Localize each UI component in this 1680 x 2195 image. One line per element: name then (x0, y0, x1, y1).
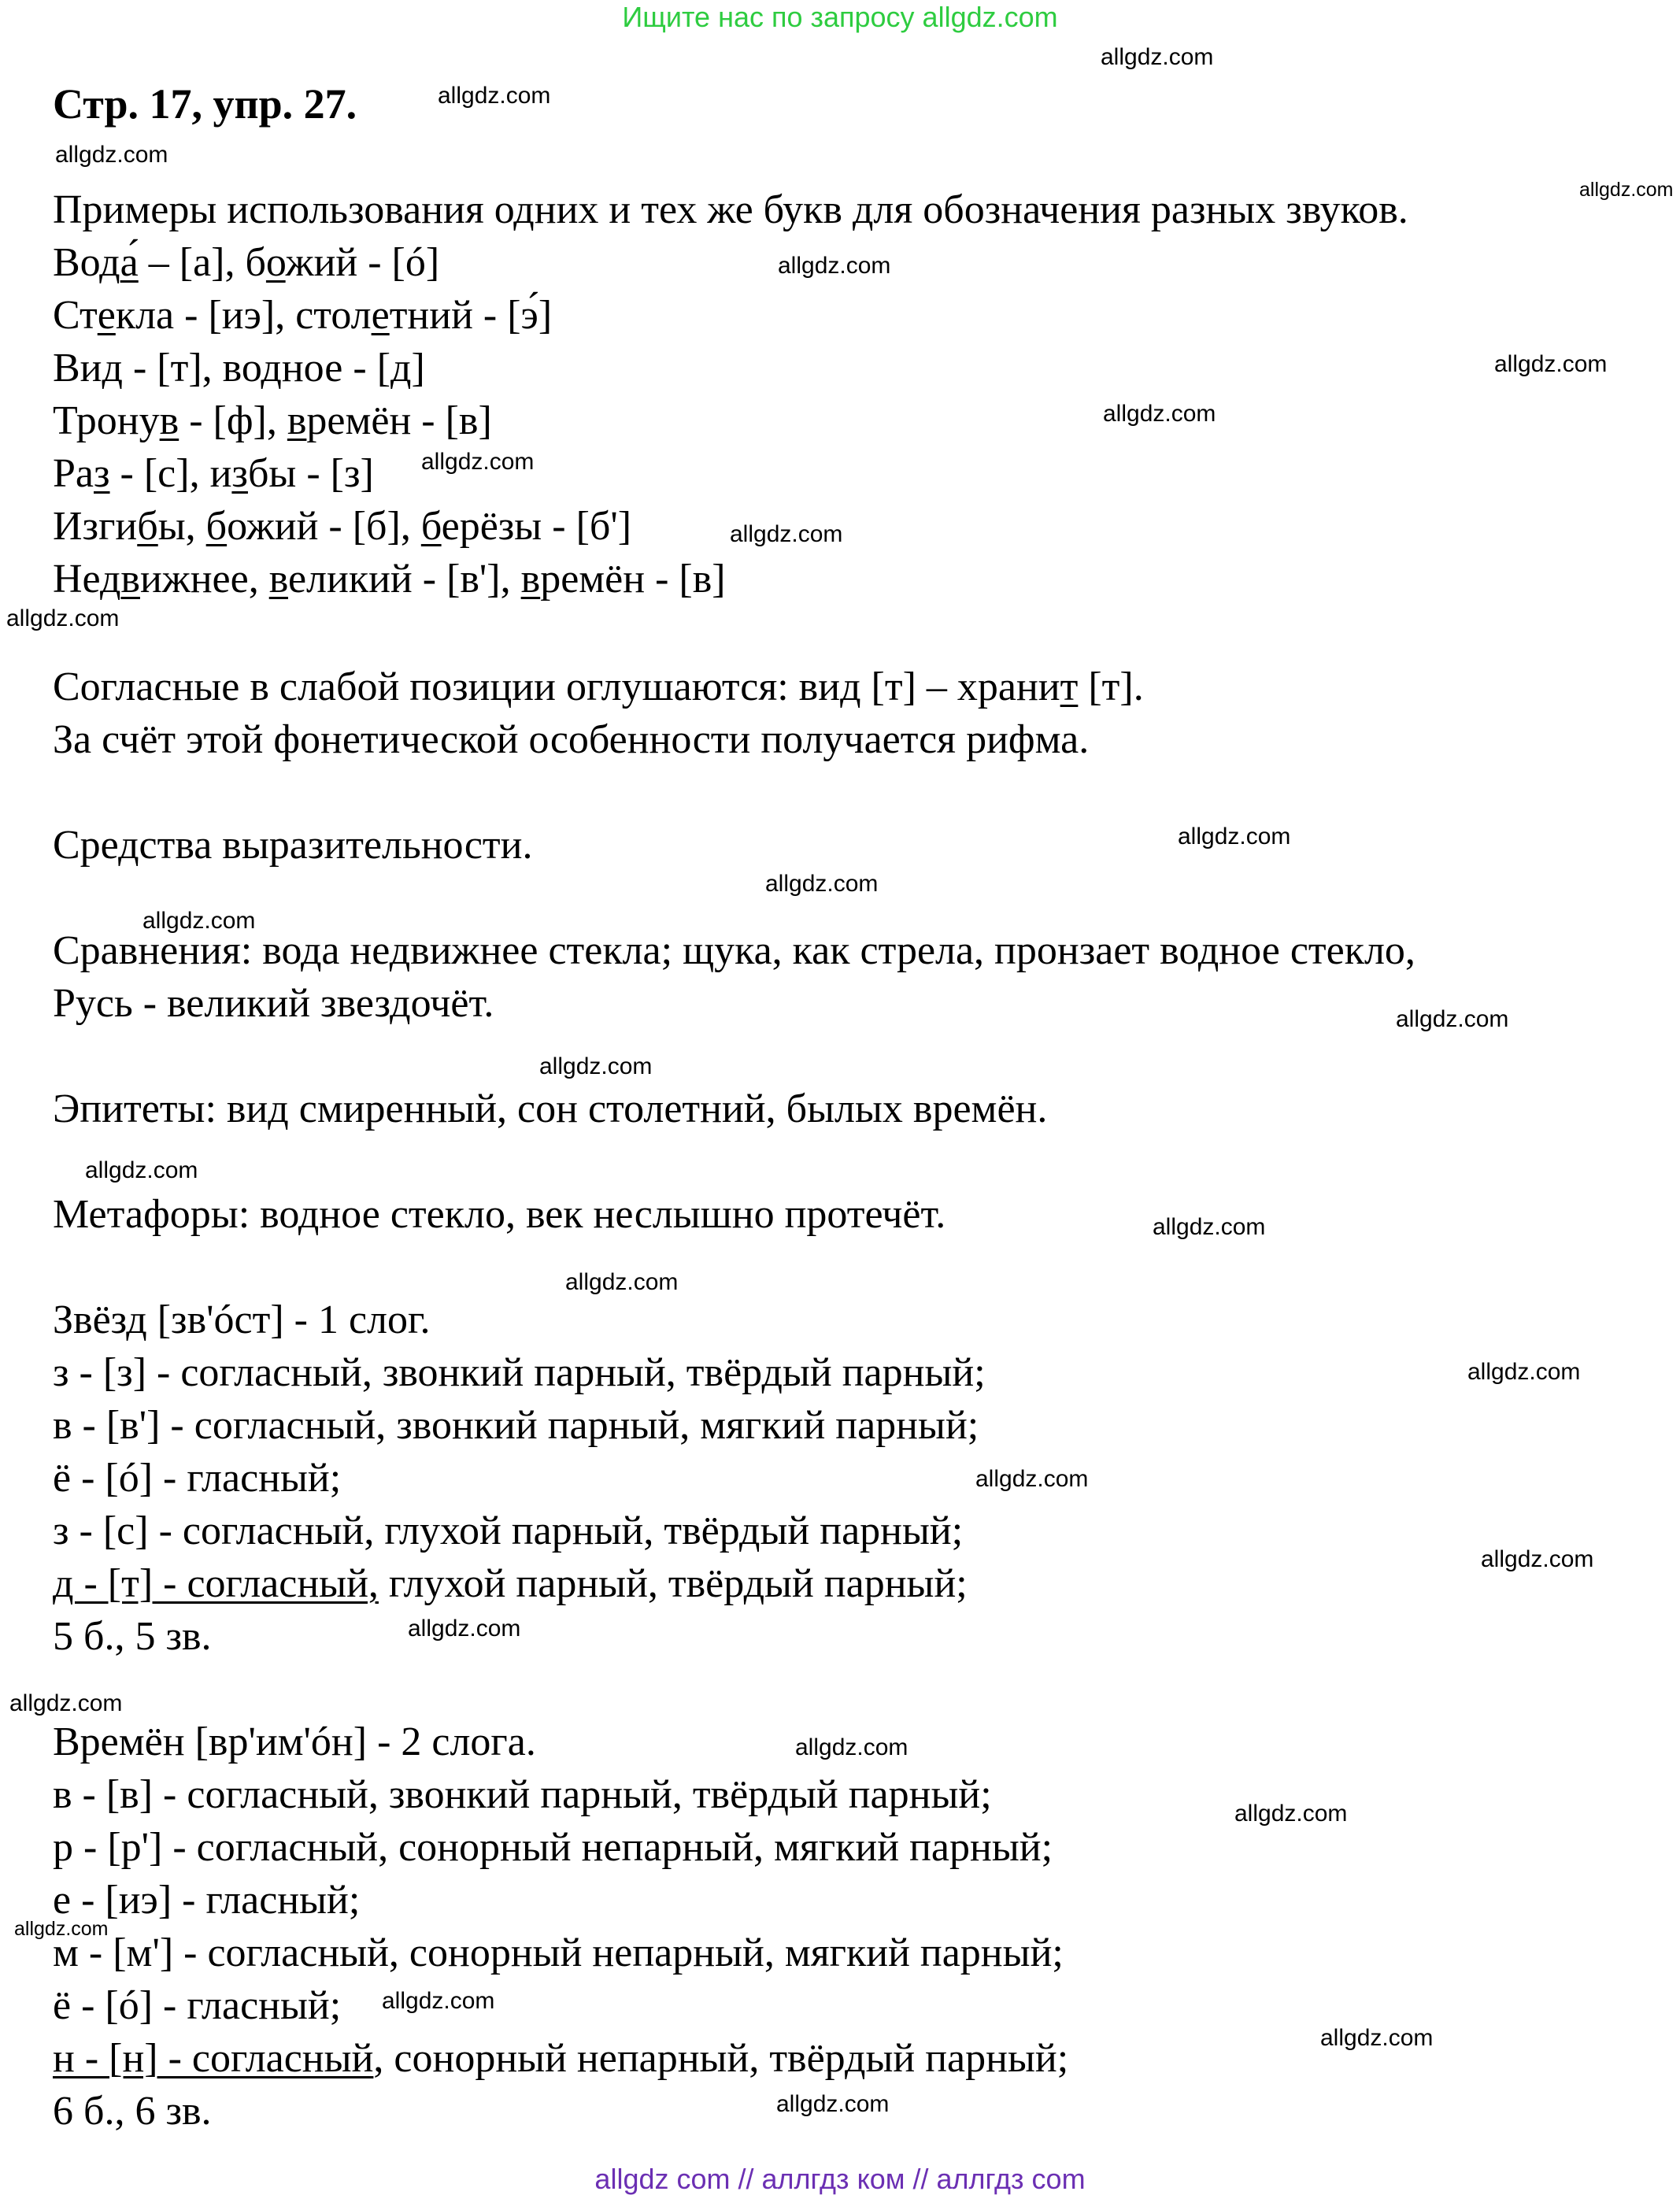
text-segment: Ви (53, 346, 102, 391)
underlined-letter: в (268, 557, 288, 601)
text-segment: Звёзд [зв'óст] - 1 слог. (53, 1297, 431, 1342)
underlined-letter: д - [т] - согласный, (53, 1561, 379, 1606)
text-segment: ожий - [б], (227, 504, 421, 549)
text-segment: ерёзы - [б'] (441, 504, 632, 549)
vremen-analysis-line (53, 2035, 1068, 2082)
watermark: allgdz.com (795, 1734, 908, 1760)
exercise-heading: Стр. 17, упр. 27. (53, 80, 357, 128)
text-segment: 6 б., 6 зв. (53, 2089, 212, 2134)
text-segment: ижнее, (139, 557, 269, 601)
example-line (53, 292, 552, 339)
watermark: allgdz.com (438, 83, 551, 109)
example-line (53, 556, 726, 603)
zvezd-analysis-line (53, 1349, 986, 1397)
text-segment: р - [р'] - согласный, сонорный непарный, мягкий парный; (53, 1825, 1053, 1870)
text-segment: ы, (157, 504, 206, 549)
zvezd-analysis-line (53, 1455, 341, 1502)
rhyme-line (53, 664, 1144, 711)
watermark: allgdz.com (1494, 351, 1608, 377)
text-segment: з - [з] - согласный, звонкий парный, твёрдый парный; (53, 1350, 986, 1395)
text-segment: ё - [ó] - гласный; (53, 1456, 342, 1501)
underlined-letter: з (94, 451, 110, 496)
underlined-letter: н - [н] - согласный (53, 2036, 374, 2081)
text-segment: ё - [ó] - гласный; (53, 1983, 342, 2028)
text-segment: , сонорный непарный, твёрдый парный; (373, 2036, 1069, 2081)
text-segment: в - [в] - согласный, звонкий парный, твёрдый парный; (53, 1772, 992, 1817)
watermark: allgdz.com (14, 1918, 109, 1940)
vremen-analysis-line (53, 1982, 341, 2030)
text-segment: в - [в'] - согласный, звонкий парный, мягкий парный; (53, 1403, 979, 1448)
zvezd-analysis-line (53, 1402, 979, 1449)
watermark: allgdz.com (765, 871, 879, 897)
underlined-letter: е (97, 293, 116, 338)
top-search-banner: Ищите нас по запросу allgdz.com (622, 1, 1058, 33)
vremen-analysis-line (53, 1877, 360, 1924)
zvezd-analysis-line (53, 1508, 963, 1555)
underlined-letter: т (1060, 664, 1079, 709)
text-segment: Ра (53, 451, 94, 496)
example-line (53, 503, 631, 550)
watermark: allgdz.com (1579, 179, 1674, 201)
vremen-analysis-line (53, 1930, 1064, 1977)
watermark: allgdz.com (1320, 2025, 1434, 2051)
rhyme-line (53, 716, 1089, 764)
text-segment: За счёт этой фонетической особенности получается рифма. (53, 717, 1090, 762)
text-segment: [т]. (1078, 664, 1144, 709)
example-line (53, 345, 425, 392)
vremen-analysis-line (53, 1771, 992, 1819)
text-segment: бы - [з] (247, 451, 374, 496)
text-segment: ремён - [в] (306, 398, 492, 443)
text-segment: [т] – храни (860, 664, 1060, 709)
watermark: allgdz.com (730, 521, 843, 547)
watermark: allgdz.com (1153, 1214, 1266, 1240)
text-segment: - [ф], (179, 398, 287, 443)
underlined-letter: в (120, 557, 140, 601)
vremen-analysis-line (53, 1824, 1053, 1871)
intro-line: Примеры использования одних и тех же букв для обозначения разных звуков. (53, 187, 1408, 232)
watermark: allgdz.com (142, 908, 256, 934)
watermark: allgdz.com (1178, 824, 1291, 849)
text-segment: м - [м'] - согласный, сонорный непарный, мягкий парный; (53, 1930, 1064, 1975)
text-segment: ремён - [в] (540, 557, 726, 601)
watermark: allgdz.com (408, 1616, 521, 1642)
underlined-letter: в (287, 398, 307, 443)
watermark: allgdz.com (1396, 1006, 1509, 1032)
text-segment: жий - [ó] (285, 240, 440, 285)
watermark: allgdz.com (1103, 401, 1216, 427)
underlined-letter: е (371, 293, 390, 338)
underlined-letter: в (159, 398, 179, 443)
underlined-letter: о (265, 240, 286, 285)
watermark: allgdz.com (1467, 1359, 1581, 1385)
text-segment: Вод (53, 240, 120, 285)
watermark: allgdz.com (382, 1988, 495, 2014)
underlined-letter: б (137, 504, 158, 549)
underlined-letter: а́ (120, 240, 139, 285)
watermark: allgdz.com (776, 2091, 890, 2117)
watermark: allgdz.com (539, 1053, 653, 1079)
watermark: allgdz.com (1234, 1801, 1348, 1827)
example-line (53, 398, 492, 445)
bottom-site-banner: allgdz com // аллгдз ком // аллгдз com (594, 2163, 1086, 2195)
watermark: allgdz.com (778, 253, 891, 279)
watermark: allgdz.com (85, 1157, 198, 1183)
text-segment: Трону (53, 398, 160, 443)
underlined-letter: з (231, 451, 248, 496)
text-segment: Нед (53, 557, 121, 601)
text-segment: кла - [иэ], стол (115, 293, 372, 338)
watermark: allgdz.com (421, 449, 535, 475)
vremen-analysis-line (53, 1719, 536, 1766)
comparisons-line: Русь - великий звездочёт. (53, 981, 494, 1026)
underlined-letter: б (205, 504, 228, 549)
text-segment: Ст (53, 293, 98, 338)
watermark: allgdz.com (1101, 44, 1214, 70)
text-segment: – [а], б (138, 240, 266, 285)
text-segment: тний - [э́] (389, 293, 553, 338)
underlined-letter: д (261, 346, 282, 391)
underlined-letter: б (420, 504, 442, 549)
text-segment: з - [с] - согласный, глухой парный, твёрдый парный; (53, 1508, 964, 1553)
epithets-line: Эпитеты: вид смиренный, сон столетний, былых времён. (53, 1086, 1048, 1131)
watermark: allgdz.com (55, 142, 168, 168)
text-segment: Изги (53, 504, 138, 549)
underlined-letter: д (840, 664, 861, 709)
watermark: allgdz.com (975, 1466, 1089, 1492)
zvezd-analysis-line (53, 1613, 212, 1660)
means-title: Средства выразительности. (53, 823, 533, 868)
text-segment: е - [иэ] - гласный; (53, 1878, 361, 1923)
text-segment: Времён [вр'им'óн] - 2 слога. (53, 1719, 536, 1764)
metaphors-line: Метафоры: водное стекло, век неслышно протечёт. (53, 1192, 946, 1237)
watermark: allgdz.com (565, 1269, 679, 1295)
comparisons-line: Сравнения: вода недвижнее стекла; щука, как стрела, пронзает водное стекло, (53, 928, 1415, 973)
text-segment: 5 б., 5 зв. (53, 1614, 212, 1659)
text-segment: еликий - [в'], (287, 557, 521, 601)
text-segment: ное - [д] (281, 346, 425, 391)
example-line (53, 239, 439, 287)
watermark: allgdz.com (1481, 1546, 1594, 1572)
vremen-analysis-line (53, 2088, 212, 2135)
underlined-letter: в (520, 557, 541, 601)
text-segment: - [т], во (122, 346, 261, 391)
text-segment: - [с], и (109, 451, 232, 496)
zvezd-analysis-line (53, 1297, 430, 1344)
watermark: allgdz.com (9, 1690, 123, 1716)
zvezd-analysis-line (53, 1560, 968, 1608)
watermark: allgdz.com (6, 605, 120, 631)
text-segment: Согласные в слабой позиции оглушаются: ви (53, 664, 841, 709)
underlined-letter: д (102, 346, 123, 391)
example-line (53, 450, 374, 498)
text-segment: глухой парный, твёрдый парный; (378, 1561, 968, 1606)
